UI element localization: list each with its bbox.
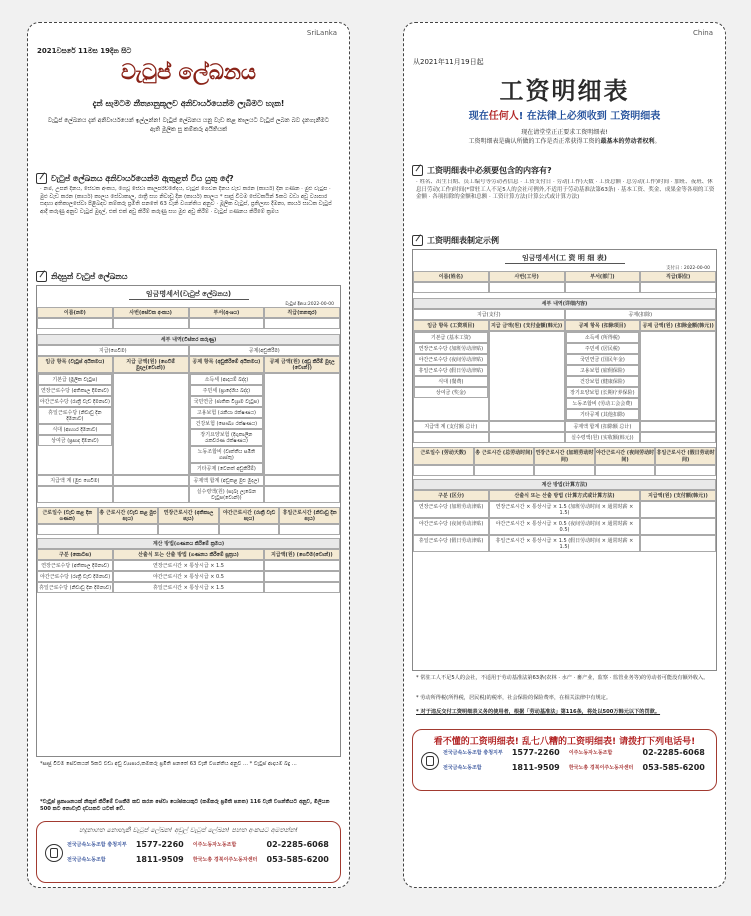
pay-item: 휴일근로수당 (假日劳动津贴) bbox=[414, 365, 488, 376]
calc-row: 야간근로수당 (රාත්‍රී වැඩ දීමනාව) 야간근로시간 × 통상시급 × 0.5 bbox=[37, 571, 340, 582]
header-name: 이름(නම) bbox=[37, 307, 113, 318]
pencil-check-icon bbox=[412, 235, 423, 246]
col-deduct-item: 공제 항목 (扣除项目) bbox=[565, 320, 641, 331]
effective-date: 2021වසරේ 11මස 19දින සිට bbox=[37, 47, 132, 55]
intro-text: 现在请堂堂正正要求工资明细表! 工资明细表是确认所做的工作是否正常获得工资的最基本的劳动者权利。 bbox=[468, 129, 661, 145]
deduct-item: 노동조합비 (劳动工会会费) bbox=[566, 398, 640, 409]
pay-item: 식대 (ආහාර දීමනාව) bbox=[38, 424, 112, 435]
pay-item: 연장근로수당 (අතිකාල දීමනාව) bbox=[38, 385, 112, 396]
net-pay: 실수령액(원) (සැබෑ ලැබෙන වැටුප(වොන්)) bbox=[189, 486, 265, 503]
deduct-item: 노동조합비 (වෘත්තීය සමිති ගාස්තු) bbox=[190, 446, 264, 463]
contact-phone[interactable]: 1577-2260 bbox=[511, 748, 560, 757]
penalty-note: *වැටුප් ප්‍රකාශනයක් නිකුත් කිරීමේ වගකීම කඩ කරන සේවා යෝජකයකුට (කම්කරු ප්‍රමිති පනත) 116 වැනි වගන්තියට අනුව, මිලියන 500 කට නොවැඩි දඩයකට යටත් වේ. bbox=[40, 799, 330, 812]
pay-item: 기본급 (මූලික වැටුප) bbox=[38, 374, 112, 385]
penalty-note: * 对于违反交付工资明细表义务的使用者，根据「劳动基准法」第116条，将处以500万韩元以下的罚款。 bbox=[416, 709, 661, 715]
hours-col: 근로일수 (වැඩ කළ දින ගණන) bbox=[37, 507, 98, 524]
calc-row: 야간근로수당 (夜间劳动津贴) 야간근로시간 × 통상시급 × 0.5 (夜间劳动时间 × 通常时薪 × 0.5) bbox=[413, 518, 716, 535]
page-subtitle: දැන් සැමටම නීත්‍යානුකූලව අනිවාර්යයෙන්ම ලැබීමට හැක! bbox=[92, 99, 285, 108]
pay-item: 휴일근로수당 (නිවාඩු දින දීමනාව) bbox=[38, 407, 112, 424]
calc-section: 계산 방법(计算方法) bbox=[413, 479, 716, 490]
form-date: වැටුප් දිනය:2022-00-00 bbox=[285, 302, 334, 307]
footnote-1: * 常驻工人不足5人的会社，不适用于劳动基准法第63条(农林 · 水产 · 畜产业，监察 · 监管业务等)的劳动者可能没有额外收入。 bbox=[416, 675, 709, 681]
deduct-section: 공제(扣除) bbox=[565, 309, 717, 320]
pay-total: 지급액 계 (支付额 总计) bbox=[413, 421, 489, 432]
contact-org: 한국노총 경북이주노동자센터 bbox=[192, 857, 258, 863]
footnotes: *සෘජු විටම සේවකයන් 5කට වඩා අඩු ව්‍යාපාර,කම්කරු ප්‍රමිති පනතේ 63 වැනි වගන්තිය අනුව ... * වැටුප් ආදායම් බදු ... bbox=[40, 761, 297, 767]
contact-phone[interactable]: 053-585-6200 bbox=[266, 855, 329, 864]
pencil-check-icon bbox=[412, 165, 423, 176]
deduct-item: 주민세 (居民税) bbox=[566, 343, 640, 354]
header-rank: 직급(职位) bbox=[640, 271, 716, 282]
form-title: 임금명세서(工 资 明 细 表) bbox=[505, 253, 625, 264]
intro-text: වැටුප් ලේඛනය දැන් අනිවාර්යයෙන් ඉල්ලන්න! වැටුප් ලේඛනය යනු වැඩ කළ කාලයට වැටුප් ලබන බව දැනගැනීමට ඇති මූලික සු කම්කරු අයිතියක් bbox=[47, 117, 330, 133]
header-dept: 부서(අංශය) bbox=[189, 307, 265, 318]
form-title: 임금명세서(වැටුප් ලේඛනය) bbox=[129, 289, 249, 300]
calc-row: 연장근로수당 (අතිකාල දීමනාව) 연장근로시간 × 통상시급 × 1.5 bbox=[37, 560, 340, 571]
hours-col: 총 근로시간 (වැඩ කළ මුළු පැය) bbox=[98, 507, 159, 524]
deduct-item: 주민세 (ප්‍රාදේශීය බද්ද) bbox=[190, 385, 264, 396]
footnote-2: * 劳动所得税(所得税，居民税)的税率，社会保险的保险费率，在相关法律中有规定。 bbox=[416, 695, 612, 701]
section-heading-required-items: 工资明细表中必须要包含的内容有? bbox=[412, 165, 717, 176]
section-heading-sample: 工资明细表制定示例 bbox=[412, 235, 717, 246]
header-dept: 부서(部门) bbox=[565, 271, 641, 282]
hours-col: 연장근로시간 (අතිකාල පැය) bbox=[158, 507, 219, 524]
deduct-section: 공제(අඩුකිරීම) bbox=[189, 345, 341, 356]
page-title: වැටුප් ලේඛනය bbox=[120, 59, 257, 84]
required-items-text: · 姓名、出生日期、员工编号等劳动者信息 · 工资支付日 · 劳动(工作)天数 · 工资总额 · 总劳动(工作)时间 · 加班、夜班、休息日劳动(工作)时间(*常驻工人不足5人的会社可例外,不适用于劳动基准法第63条) · 基本工资、奖金、成果金等各项的工资金额 · 各项扣除的金额和总额 · 工资计算方法(计算公式或计算方法) bbox=[416, 179, 715, 200]
region-label: China bbox=[693, 29, 713, 37]
deduct-item: 기타공제 (වෙනත් අඩුකිරීම්) bbox=[190, 463, 264, 474]
page-subtitle: 现在任何人! 在法律上必须收到 工资明细表 bbox=[468, 111, 661, 122]
contact-phone[interactable]: 1811-9509 bbox=[511, 763, 560, 772]
chinese-panel bbox=[403, 22, 726, 888]
phone-icon bbox=[421, 752, 439, 770]
calc-col: 구분 (කොටස) bbox=[37, 549, 113, 560]
contact-org: 이주노동자노동조합 bbox=[568, 750, 613, 756]
contact-org: 전국금속노동조합 충청지부 bbox=[443, 750, 503, 756]
pay-item: 기본급 (基本工资) bbox=[414, 332, 488, 343]
contact-heading: හදුනාගත නොහැකි වැටුප් ලේඛන! අවුල් වැටුප් ලේඛන! පහත අංකයට අමතන්න! bbox=[79, 826, 298, 834]
sample-payslip-form bbox=[36, 285, 341, 757]
pay-total: 지급액 계 (මුළු ගෙවීම) bbox=[37, 475, 113, 486]
pay-item: 연장근로수당 (加班劳动津贴) bbox=[414, 343, 488, 354]
hours-col: 연장근로시간 (加班劳动时间) bbox=[534, 447, 595, 465]
contact-phone[interactable]: 02-2285-6068 bbox=[642, 748, 705, 757]
pay-item: 야간근로수당 (夜间劳动津贴) bbox=[414, 354, 488, 365]
contact-phone[interactable]: 02-2285-6068 bbox=[266, 840, 329, 849]
pencil-check-icon bbox=[36, 271, 47, 282]
deduct-item: 장기요양보험 (දිගුකාලීන රැකවරණ රක්ෂණය) bbox=[190, 429, 264, 446]
calc-row: 휴일근로수당 (假日劳动津贴) 휴일근로시간 × 통상시급 × 1.5 (假日劳动时间 × 通常时薪 × 1.5) bbox=[413, 535, 716, 552]
contact-org: 전국금속노동조합 bbox=[443, 765, 482, 771]
effective-date: 从2021年11月19日起 bbox=[413, 58, 484, 66]
header-id: 사번(සේවක අංකය) bbox=[113, 307, 189, 318]
col-deduct-amount: 공제 금액(원) (扣除金额(韩元)) bbox=[640, 320, 716, 331]
calc-row: 휴일근로수당 (නිවාඩු දින දීමනාව) 휴일근로시간 × 통상시급 × 1.5 bbox=[37, 582, 340, 593]
contact-box bbox=[36, 821, 341, 883]
header-name: 이름(姓名) bbox=[413, 271, 489, 282]
calc-col: 지급액(원) (支付额(韩元)) bbox=[640, 490, 716, 501]
pay-section: 지급(支付) bbox=[413, 309, 565, 320]
contact-list bbox=[67, 840, 334, 864]
col-deduct-amount: 공제 금액(원) (අඩු කිරීම් මුදල (වොන්)) bbox=[264, 356, 340, 373]
deduct-item: 국민연금 (ජාතික විශ්‍රාම වැටුප) bbox=[190, 396, 264, 407]
pencil-check-icon bbox=[36, 173, 47, 184]
contact-list bbox=[443, 748, 710, 772]
required-items-text: · නම, උපන් දිනය, සේවක අංකය, ගෙවූ සේවා කාලපරිච්ඡේදය, වැටුප් ගෙවන දිනය වැඩ කරන (කාර්ය) දින ගණන · මුළු වැටුප · මුළු වැඩ කරන (කාර්ය) කාලය සේවාකාල, රාත්‍රී සහ නිවාඩු දින (කාර්ය) කාලය * සෘජු විටම සේවකයින් 5කට වඩා අඩු ව්‍යාපාර සඳහා අතිකාලසේවා පිළිබඳව කම්කරු ප්‍රමිති පනතේ 63 වැනි වගන්තිය අනුව · මූලික වැටුප්, ප්‍රතිලාභ දීමනා, කාර්ය සාධක වැටුප් ආදී කරුණු අනුව වැටුප් මුදල්, එක් එක් අඩු කිරීම් කරුණු සහ මුළු අඩු කිරීම් · වැටුප් ගණනය කිරීමේ ක්‍රමය bbox=[40, 186, 332, 215]
deduct-item: 국민연금 (国民年金) bbox=[566, 354, 640, 365]
deduct-item: 장기요양보험 (长期疗养保险) bbox=[566, 387, 640, 398]
deduct-item: 기타공제 (其他扣除) bbox=[566, 409, 640, 420]
contact-org: 전국금속노동조합 충청지부 bbox=[67, 842, 127, 848]
hours-col: 휴일근로시간 (假日劳动时间) bbox=[655, 447, 716, 465]
phone-icon bbox=[45, 844, 63, 862]
deduct-item: 고용보험 (雇佣保险) bbox=[566, 365, 640, 376]
deduct-item: 소득세 (所得税) bbox=[566, 332, 640, 343]
contact-org: 한국노총 경북이주노동자센터 bbox=[568, 765, 634, 771]
contact-phone[interactable]: 1811-9509 bbox=[135, 855, 184, 864]
contact-phone[interactable]: 1577-2260 bbox=[135, 840, 184, 849]
hours-col: 근로일수 (劳动天数) bbox=[413, 447, 474, 465]
page-title: 工资明细表 bbox=[499, 77, 630, 105]
calc-col: 산출식 또는 산출 방법 (ගණනය කිරීමේ සූත්‍රය) bbox=[113, 549, 264, 560]
calc-section: 계산 방법(ගණනය කිරීමේ ක්‍රමය) bbox=[37, 538, 340, 549]
section-heading-required-items: වැටුප් ලේඛනය අනිවාර්යයෙන්ම ඇතුළත් විය යුතු දේ? bbox=[36, 173, 341, 184]
col-pay-amount: 지급 금액(원) (ගෙවීම් මුදල(වොන්)) bbox=[113, 356, 189, 373]
details-section: 세부 내역(විස්තර කරුණු) bbox=[37, 334, 340, 345]
pay-item: 상여금 (ප්‍රසාද දීමනාව) bbox=[38, 435, 112, 446]
calc-col: 산출식 또는 산출 방법 (计算方式或计算方法) bbox=[489, 490, 640, 501]
pay-item: 식대 (餐费) bbox=[414, 376, 488, 387]
contact-box bbox=[412, 729, 717, 791]
contact-org: 이주노동자노동조합 bbox=[192, 842, 237, 848]
sample-payslip-form bbox=[412, 249, 717, 671]
header-id: 사번(工号) bbox=[489, 271, 565, 282]
calc-col: 구분 (区分) bbox=[413, 490, 489, 501]
deduct-item: 고용보험 (රැකියා රක්ෂණය) bbox=[190, 407, 264, 418]
col-pay-amount: 지급 금액(원) (支付金额(韩元)) bbox=[489, 320, 565, 331]
contact-phone[interactable]: 053-585-6200 bbox=[642, 763, 705, 772]
col-pay-item: 임금 항목 (වැටුප් අයිතමය) bbox=[37, 356, 113, 373]
calc-row: 연장근로수당 (加班劳动津贴) 연장근로시간 × 통상시급 × 1.5 (加班劳动时间 × 通常时薪 × 1.5) bbox=[413, 501, 716, 518]
col-pay-item: 임금 항목 (工资项目) bbox=[413, 320, 489, 331]
deduct-item: 소득세 (ආදායම් බද්ද) bbox=[190, 374, 264, 385]
form-header-row bbox=[413, 271, 716, 282]
header-rank: 직급(තනතුර) bbox=[264, 307, 340, 318]
form-date: 支付日 : 2022-00-00 bbox=[665, 266, 710, 271]
col-deduct-item: 공제 항목 (අඩුකිරීමේ අයිතමය) bbox=[189, 356, 265, 373]
net-pay: 실수령액(원) (实收额(韩元)) bbox=[565, 432, 641, 443]
hours-col: 총 근로시간 (总劳动时间) bbox=[474, 447, 535, 465]
hours-col: 야간근로시간 (夜间劳动时间) bbox=[595, 447, 656, 465]
hours-col: 야간근로시간 (රාත්‍රී වැඩ පැය) bbox=[219, 507, 280, 524]
deduct-total: 공제액 합계 (扣除额 总计) bbox=[565, 421, 641, 432]
deduct-item: 건강보험 (සෞඛ්‍ය රක්ෂණය) bbox=[190, 418, 264, 429]
form-header-row bbox=[37, 307, 340, 318]
pay-item: 상여금 (奖金) bbox=[414, 387, 488, 398]
section-heading-sample: නිදසුන් වැටුප් ලේඛනය bbox=[36, 271, 341, 282]
region-label: SriLanka bbox=[306, 29, 337, 37]
details-section: 세부 내역(详细内容) bbox=[413, 298, 716, 309]
hours-col: 휴일근로시간 (නිවාඩු දින පැය) bbox=[279, 507, 340, 524]
calc-col: 지급액(원) (ගෙවීම(වොන්)) bbox=[264, 549, 340, 560]
sinhala-panel bbox=[27, 22, 350, 888]
contact-org: 전국금속노동조합 bbox=[67, 857, 106, 863]
deduct-total: 공제액 합계 (අඩුකළ මුළු මුදල) bbox=[189, 475, 265, 486]
pay-item: 야간근로수당 (රාත්‍රී වැඩ දීමනාව) bbox=[38, 396, 112, 407]
deduct-item: 건강보험 (健康保险) bbox=[566, 376, 640, 387]
pay-section: 지급(ගෙවීම) bbox=[37, 345, 189, 356]
contact-heading: 看不懂的工资明细表! 乱七八糟的工资明细表! 请拨打下列电话号! bbox=[433, 737, 696, 747]
